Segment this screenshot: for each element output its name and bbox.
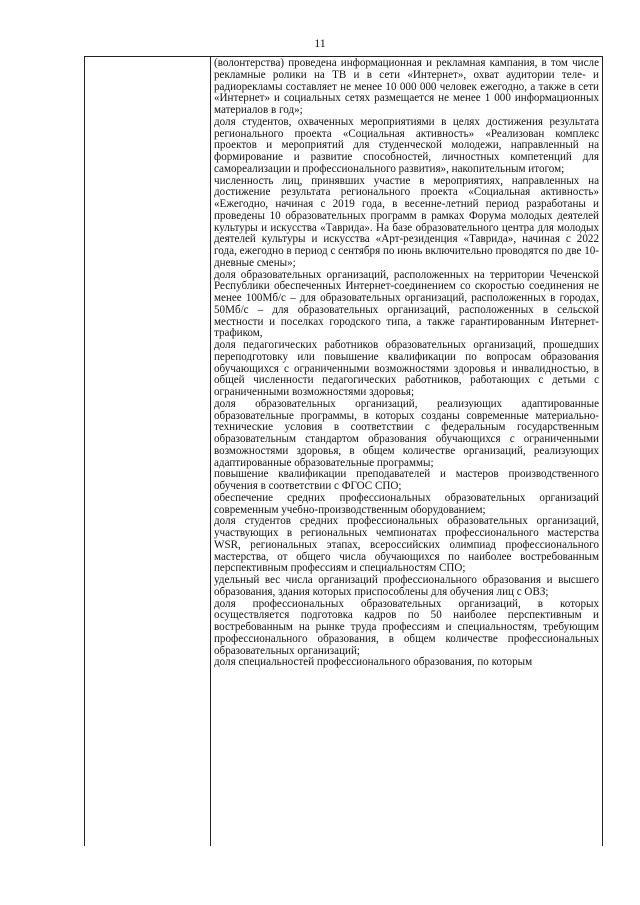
paragraph-7: повышение квалификации преподавателей и мастеров производственного обучения в соответствии с ФГОС СПО;: [214, 468, 599, 492]
document-table: [84, 56, 603, 846]
paragraph-12: доля специальностей профессионального образования, по которым: [214, 656, 533, 669]
paragraph-8: обеспечение средних профессиональных образовательных организаций современным учебно-производственным оборудованием;: [214, 491, 599, 516]
table-right-cell: [214, 58, 599, 669]
paragraph-4: доля образовательных организаций, расположенных на территории Чеченской Республики обеспеченных Интернет-соединением со скоростью соединения не менее 100Мб/с – для образовательных организаций, расположенных в городах, 50Мб/с – для образовательных организаций, расположенных в сельской местности и поселках городского типа, а также гарантированным Интернет-трафиком,: [214, 268, 599, 340]
paragraph-6: доля образовательных организаций, реализующих адаптированные образовательные программы, в которых созданы современные материально-технические условия в соответствии с федеральным государственным образовательным стандартом образования обучающихся с ограниченными возможностями здоровья, в общем количестве организаций, реализующих адаптированные образовательные программы;: [214, 397, 599, 469]
table-left-cell: [85, 57, 211, 846]
paragraph-5: доля педагогических работников образовательных организаций, прошедших переподготовку или повышение квалификации по вопросам образования обучающихся с ограниченными возможностями здоровья и инвалидностью, в общей численности педагогических работников, работающих с детьми с ограниченными возможностями здоровья;: [214, 339, 599, 398]
paragraph-9: доля студентов средних профессиональных образовательных организаций, участвующих в региональных чемпионатах профессионального мастерства WSR, региональных этапах, всероссийских олимпиад профессионального мастерства, от общего числа обучающихся по наиболее востребованным перспективным профессиям и специальностям СПО;: [214, 515, 599, 575]
paragraph-11: доля профессиональных образовательных организаций, в которых осуществляется подготовка кадров по 50 наиболее перспективным и востребованным на рынке труда профессиям и специальностям, требующим профессионального образования, в общем количестве профессиональных образовательных организаций;: [214, 597, 599, 657]
paragraph-3: численность лиц, принявших участие в мероприятиях, направленных на достижение результата регионального проекта «Социальная активность» «Ежегодно, начиная с 2019 года, в весенне-летний период разработаны и проведены 10 образовательных программ в рамках Форума молодых деятелей культуры и искусства «Таврида». На базе образовательного центра для молодых деятелей культуры и искусства «Арт-резиденция «Таврида», начиная с 2022 года, ежегодно в период с сентября по июнь включительно проводятся по две 10-дневные смены»;: [214, 174, 599, 269]
paragraph-1: (волонтерства) проведена информационная и рекламная кампания, в том числе рекламные ролики на ТВ и в сети «Интернет», охват аудитории теле- и радиорекламы составляет не менее 10 000 000 человек ежегодно, а также в сети «Интернет» и социальных сетях размещается не менее 1 000 информационных материалов в год»;: [214, 57, 599, 116]
paragraph-10: удельный вес числа организаций профессионального образования и высшего образования, здания которых приспособлены для обучения лиц с ОВЗ;: [214, 574, 599, 598]
paragraph-2: доля студентов, охваченных мероприятиями в целях достижения результата регионального проекта «Социальная активность» «Реализован комплекс проектов и мероприятий для студенческой молодежи, направленный на формирование и развитие способностей, личностных компетенций для самореализации и профессионального развития», накопительным итогом;: [214, 115, 599, 175]
page-number: 11: [314, 36, 326, 50]
